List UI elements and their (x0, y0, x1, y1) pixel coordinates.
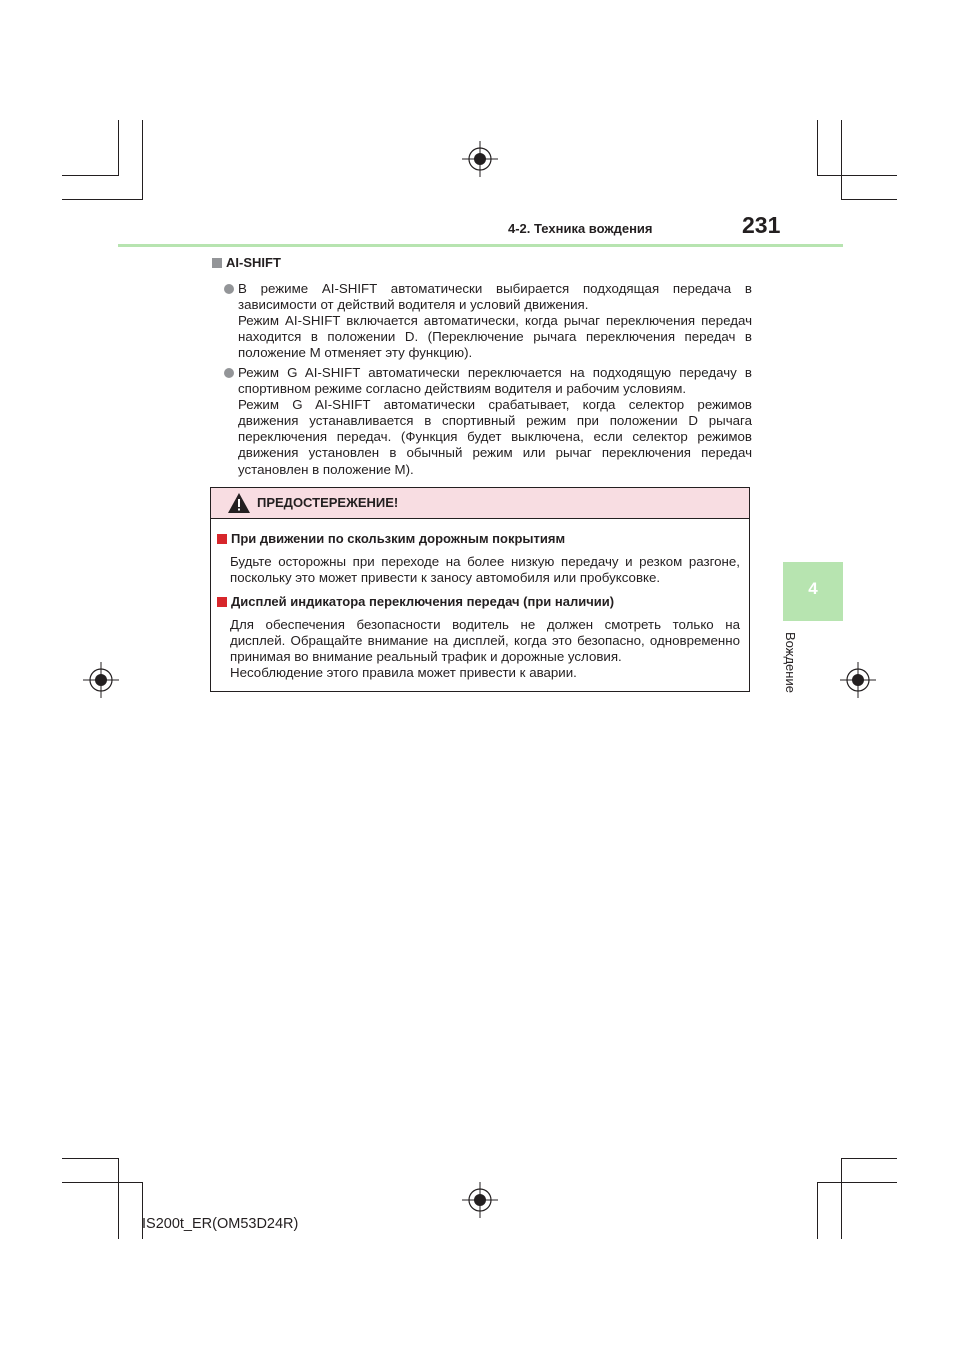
registration-mark-icon (462, 1182, 498, 1218)
document-code: IS200t_ER(OM53D24R) (142, 1216, 299, 1232)
chapter-tab (783, 562, 843, 621)
chapter-name (783, 632, 803, 702)
registration-mark-icon (462, 141, 498, 177)
paragraph-line: Несоблюдение этого правила может привести к аварии. (230, 665, 577, 681)
crop-mark (817, 1182, 818, 1239)
crop-mark (62, 1158, 119, 1159)
caution-subheading (217, 531, 565, 546)
caution-subheading-text: Дисплей индикатора переключения передач (при наличии) (231, 594, 615, 609)
paragraph-line: Режим AI-SHIFT включается автоматически, когда рычаг переключения передач (238, 313, 752, 329)
circle-bullet-icon (224, 368, 234, 378)
crop-mark (142, 120, 143, 200)
registration-mark-icon (83, 662, 119, 698)
caution-header (211, 488, 749, 519)
paragraph-line: движения устанавливается в спортивный режим при положении D рычага (238, 413, 752, 429)
section-heading (212, 255, 281, 270)
registration-mark-icon (840, 662, 876, 698)
crop-mark (62, 199, 143, 200)
page-number: 231 (742, 212, 781, 238)
crop-mark (62, 175, 119, 176)
section-title: 4-2. Техника вождения (508, 221, 653, 236)
caution-paragraph (230, 554, 740, 586)
chapter-name-label: Вождение (783, 632, 798, 693)
header-divider (118, 244, 843, 247)
square-bullet-icon (212, 258, 222, 268)
caution-title: ПРЕДОСТЕРЕЖЕНИЕ! (257, 495, 399, 510)
crop-mark (118, 1158, 119, 1239)
paragraph-line: принимая во внимание реальный трафик и дорожные условия. (230, 649, 622, 665)
paragraph-line: поскольку это может привести к заносу автомобиля или пробуксовке. (230, 570, 661, 586)
caution-box (210, 487, 750, 692)
crop-mark (841, 120, 842, 200)
paragraph-line: находится в положении D. (Переключение рычага переключения передач в (238, 329, 752, 345)
crop-mark (817, 175, 897, 176)
paragraph-line: установлен в положение M). (238, 461, 414, 477)
crop-mark (817, 1182, 897, 1183)
paragraph-line: В режиме AI-SHIFT автоматически выбирается подходящая передача в (238, 281, 752, 296)
square-bullet-icon (217, 534, 227, 544)
paragraph-line: Режим G AI-SHIFT автоматически срабатывает, когда селектор режимов (238, 397, 752, 413)
circle-bullet-icon (224, 284, 234, 294)
list-item (222, 365, 752, 478)
crop-mark (62, 1182, 143, 1183)
square-bullet-icon (217, 597, 227, 607)
section-heading-text: AI-SHIFT (226, 255, 281, 270)
paragraph-line: переключения передач. (Функция будет выключена, если селектор режимов (238, 429, 752, 445)
paragraph-line: положение М отменяет эту функцию). (238, 345, 473, 361)
crop-mark (841, 1158, 842, 1239)
paragraph-line: Для обеспечения безопасности водитель не должен смотреть только на (230, 617, 740, 632)
paragraph-line: Режим G AI-SHIFT автоматически переключается на подходящую передачу в (238, 365, 752, 380)
crop-mark (817, 120, 818, 176)
crop-mark (841, 1158, 897, 1159)
list-item (222, 281, 752, 361)
paragraph-line: Будьте осторожны при переходе на более низкую передачу и резком разгоне, (230, 554, 740, 569)
chapter-number: 4 (808, 579, 818, 598)
warning-triangle-icon (227, 492, 251, 514)
paragraph-line: зависимости от действий водителя и условий движения. (238, 297, 589, 313)
paragraph-line: движения установлен в обычный режим или рычаг переключения передач (238, 445, 752, 461)
paragraph-line: дисплей. Обращайте внимание на дисплей, когда это безопасно, одновременно (230, 633, 740, 649)
crop-mark (118, 120, 119, 176)
caution-paragraph (230, 617, 740, 681)
crop-mark (841, 199, 897, 200)
caution-subheading-text: При движении по скользким дорожным покрытиям (231, 531, 566, 546)
caution-subheading (217, 594, 614, 609)
paragraph-line: спортивном режиме согласно действиям водителя и рабочим условиям. (238, 381, 687, 397)
